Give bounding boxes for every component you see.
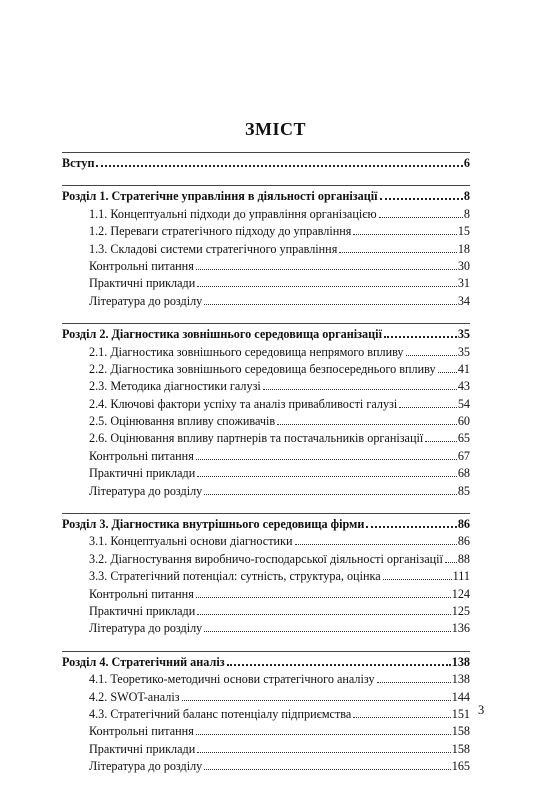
toc-entry-label: 1.2. Переваги стратегічного підходу до управління — [89, 224, 352, 239]
dot-leader — [295, 544, 457, 545]
toc-entry-label: Література до розділу — [89, 621, 203, 636]
dot-leader — [227, 664, 451, 666]
toc-entry[interactable] — [62, 448, 470, 465]
toc-heading-label: Розділ 4. Стратегічний аналіз — [62, 654, 225, 669]
toc-entry[interactable] — [62, 620, 470, 637]
dot-leader — [377, 682, 451, 683]
toc-entry[interactable] — [62, 603, 470, 620]
toc-entry[interactable] — [62, 378, 470, 395]
toc-entry-label: 2.2. Діагностика зовнішнього середовища безпосереднього впливу — [89, 361, 436, 376]
toc-entry[interactable] — [62, 430, 470, 447]
toc-heading-label: Розділ 1. Стратегічне управління в діяльності організації — [62, 189, 378, 204]
toc-entry[interactable] — [62, 465, 470, 482]
toc-entry-label: Контрольні питання — [89, 586, 194, 601]
toc-section-2 — [62, 323, 470, 500]
toc-entry-page: 165 — [451, 759, 470, 774]
toc-entry-label: 4.1. Теоретико-методичні основи стратегічного аналізу — [89, 672, 375, 687]
toc-entry[interactable] — [62, 258, 470, 275]
toc-entry-label: Контрольні питання — [89, 258, 194, 273]
toc-entry-label: 3.1. Концептуальні основи діагностики — [89, 534, 293, 549]
toc-entry-label: Практичні приклади — [89, 741, 196, 756]
toc-heading[interactable] — [62, 654, 470, 671]
dot-leader — [204, 494, 457, 495]
toc-entry-page: 65 — [457, 431, 470, 446]
toc-heading[interactable] — [62, 155, 470, 172]
dot-leader — [438, 372, 457, 373]
toc-entry[interactable] — [62, 483, 470, 500]
toc-entry-label: 3.2. Діагностування виробничо-господарської діяльності організації — [89, 551, 443, 566]
dot-leader — [383, 579, 452, 580]
dot-leader — [204, 631, 450, 632]
toc-entry[interactable] — [62, 689, 470, 706]
toc-entry-page: 151 — [451, 706, 470, 721]
dot-leader — [445, 562, 457, 563]
dot-leader — [379, 217, 463, 218]
toc-entry-label: 3.3. Стратегічний потенціал: сутність, структура, оцінка — [89, 569, 381, 584]
toc-entry-page: 43 — [457, 379, 470, 394]
toc-entry[interactable] — [62, 361, 470, 378]
dot-leader — [339, 252, 456, 253]
toc-heading-page: 138 — [451, 654, 470, 669]
dot-leader — [196, 459, 457, 460]
toc-entry-label: 4.3. Стратегічний баланс потенціалу підприємства — [89, 706, 352, 721]
toc-entry[interactable] — [62, 223, 470, 240]
toc-entry-page: 125 — [451, 603, 470, 618]
toc-entry-page: 138 — [451, 672, 470, 687]
toc-entry-label: 1.3. Складові системи стратегічного управління — [89, 241, 338, 256]
toc-heading-label: Вступ — [62, 156, 95, 170]
toc-entry-page: 111 — [452, 569, 470, 584]
toc-entry-page: 54 — [457, 396, 470, 411]
toc-entry-page: 34 — [457, 293, 470, 308]
toc-entry-label: 1.1. Концептуальні підходи до управління організацією — [89, 206, 377, 221]
toc-entry[interactable] — [62, 568, 470, 585]
toc-entry-page: 30 — [457, 258, 470, 273]
toc-entry-page: 18 — [457, 241, 470, 256]
page-number: 3 — [478, 703, 485, 717]
dot-leader — [263, 389, 457, 390]
dot-leader — [96, 165, 462, 167]
toc-entry-label: Практичні приклади — [89, 466, 196, 481]
toc-heading[interactable] — [62, 188, 470, 205]
toc-entry-label: 4.2. SWOT-аналіз — [89, 689, 180, 704]
dot-leader — [384, 336, 457, 338]
toc-entry[interactable] — [62, 706, 470, 723]
dot-leader — [366, 526, 456, 528]
toc-entry[interactable] — [62, 275, 470, 292]
dot-leader — [196, 269, 457, 270]
toc-entry[interactable] — [62, 293, 470, 310]
dot-leader — [197, 286, 457, 287]
page-title: ЗМІСТ — [245, 119, 306, 139]
toc-entry-page: 86 — [457, 534, 470, 549]
toc-section-4 — [62, 651, 470, 776]
toc-entry-page: 67 — [457, 448, 470, 463]
toc-entry[interactable] — [62, 723, 470, 740]
toc-heading[interactable] — [62, 516, 470, 533]
toc-heading-label: Розділ 3. Діагностика внутрішнього середовища фірми — [62, 517, 365, 532]
toc-entry[interactable] — [62, 551, 470, 568]
toc-entry-page: 31 — [457, 276, 470, 291]
dot-leader — [277, 424, 457, 425]
toc-entry-label: Контрольні питання — [89, 448, 194, 463]
toc-entry-label: 2.4. Ключові фактори успіху та аналіз привабливості галузі — [89, 396, 398, 411]
toc-heading-page: 8 — [463, 189, 470, 204]
dot-leader — [204, 769, 450, 770]
toc-entry-label: 2.6. Оцінювання впливу партнерів та постачальників організації — [89, 431, 424, 446]
toc-entry[interactable] — [62, 758, 470, 775]
toc-entry-label: Практичні приклади — [89, 603, 196, 618]
toc-entry[interactable] — [62, 344, 470, 361]
toc-heading-page: 86 — [457, 517, 470, 532]
toc-entry-label: Практичні приклади — [89, 276, 196, 291]
toc-entry-label: Контрольні питання — [89, 724, 194, 739]
toc-entry[interactable] — [62, 533, 470, 550]
toc-entry-page: 8 — [463, 206, 470, 221]
toc-entry-label: 2.5. Оцінювання впливу споживачів — [89, 414, 276, 429]
dot-leader — [197, 752, 450, 753]
toc-entry[interactable] — [62, 206, 470, 223]
toc-entry[interactable] — [62, 586, 470, 603]
toc-heading-page: 6 — [463, 156, 470, 170]
toc-section-1 — [62, 185, 470, 310]
toc-entry-page: 88 — [457, 551, 470, 566]
dot-leader — [406, 355, 457, 356]
dot-leader — [353, 234, 456, 235]
toc-entry-label: Література до розділу — [89, 483, 203, 498]
toc-entry-label: 2.1. Діагностика зовнішнього середовища непрямого впливу — [89, 344, 404, 359]
toc-entry-page: 60 — [457, 414, 470, 429]
toc-entry-page: 124 — [451, 586, 470, 601]
dot-leader — [196, 597, 451, 598]
toc-entry[interactable] — [62, 413, 470, 430]
toc-entry-label: Література до розділу — [89, 293, 203, 308]
toc-entry-page: 68 — [457, 466, 470, 481]
toc-entry[interactable] — [62, 241, 470, 258]
dot-leader — [425, 441, 457, 442]
dot-leader — [197, 614, 450, 615]
toc-entry-page: 158 — [451, 741, 470, 756]
dot-leader — [204, 304, 457, 305]
toc-section-intro — [62, 152, 470, 172]
dot-leader — [399, 407, 457, 408]
toc-entry-page: 85 — [457, 483, 470, 498]
toc-entry-label: Література до розділу — [89, 759, 203, 774]
toc-heading-page: 35 — [457, 327, 470, 342]
toc-entry-page: 35 — [457, 344, 470, 359]
toc-entry-page: 136 — [451, 621, 470, 636]
toc-entry[interactable] — [62, 396, 470, 413]
dot-leader — [182, 700, 451, 701]
toc-entry-label: 2.3. Методика діагностики галузі — [89, 379, 261, 394]
toc-entry-page: 158 — [451, 724, 470, 739]
table-of-contents — [62, 152, 470, 789]
dot-leader — [196, 734, 451, 735]
toc-entry-page: 41 — [457, 361, 470, 376]
toc-heading-label: Розділ 2. Діагностика зовнішнього середовища організації — [62, 327, 382, 342]
dot-leader — [380, 198, 463, 200]
toc-entry-page: 15 — [457, 224, 470, 239]
toc-section-3 — [62, 513, 470, 638]
dot-leader — [353, 717, 450, 718]
toc-entry[interactable] — [62, 671, 470, 688]
toc-entry[interactable] — [62, 741, 470, 758]
dot-leader — [197, 476, 457, 477]
toc-entry-page: 144 — [451, 689, 470, 704]
toc-heading[interactable] — [62, 326, 470, 343]
